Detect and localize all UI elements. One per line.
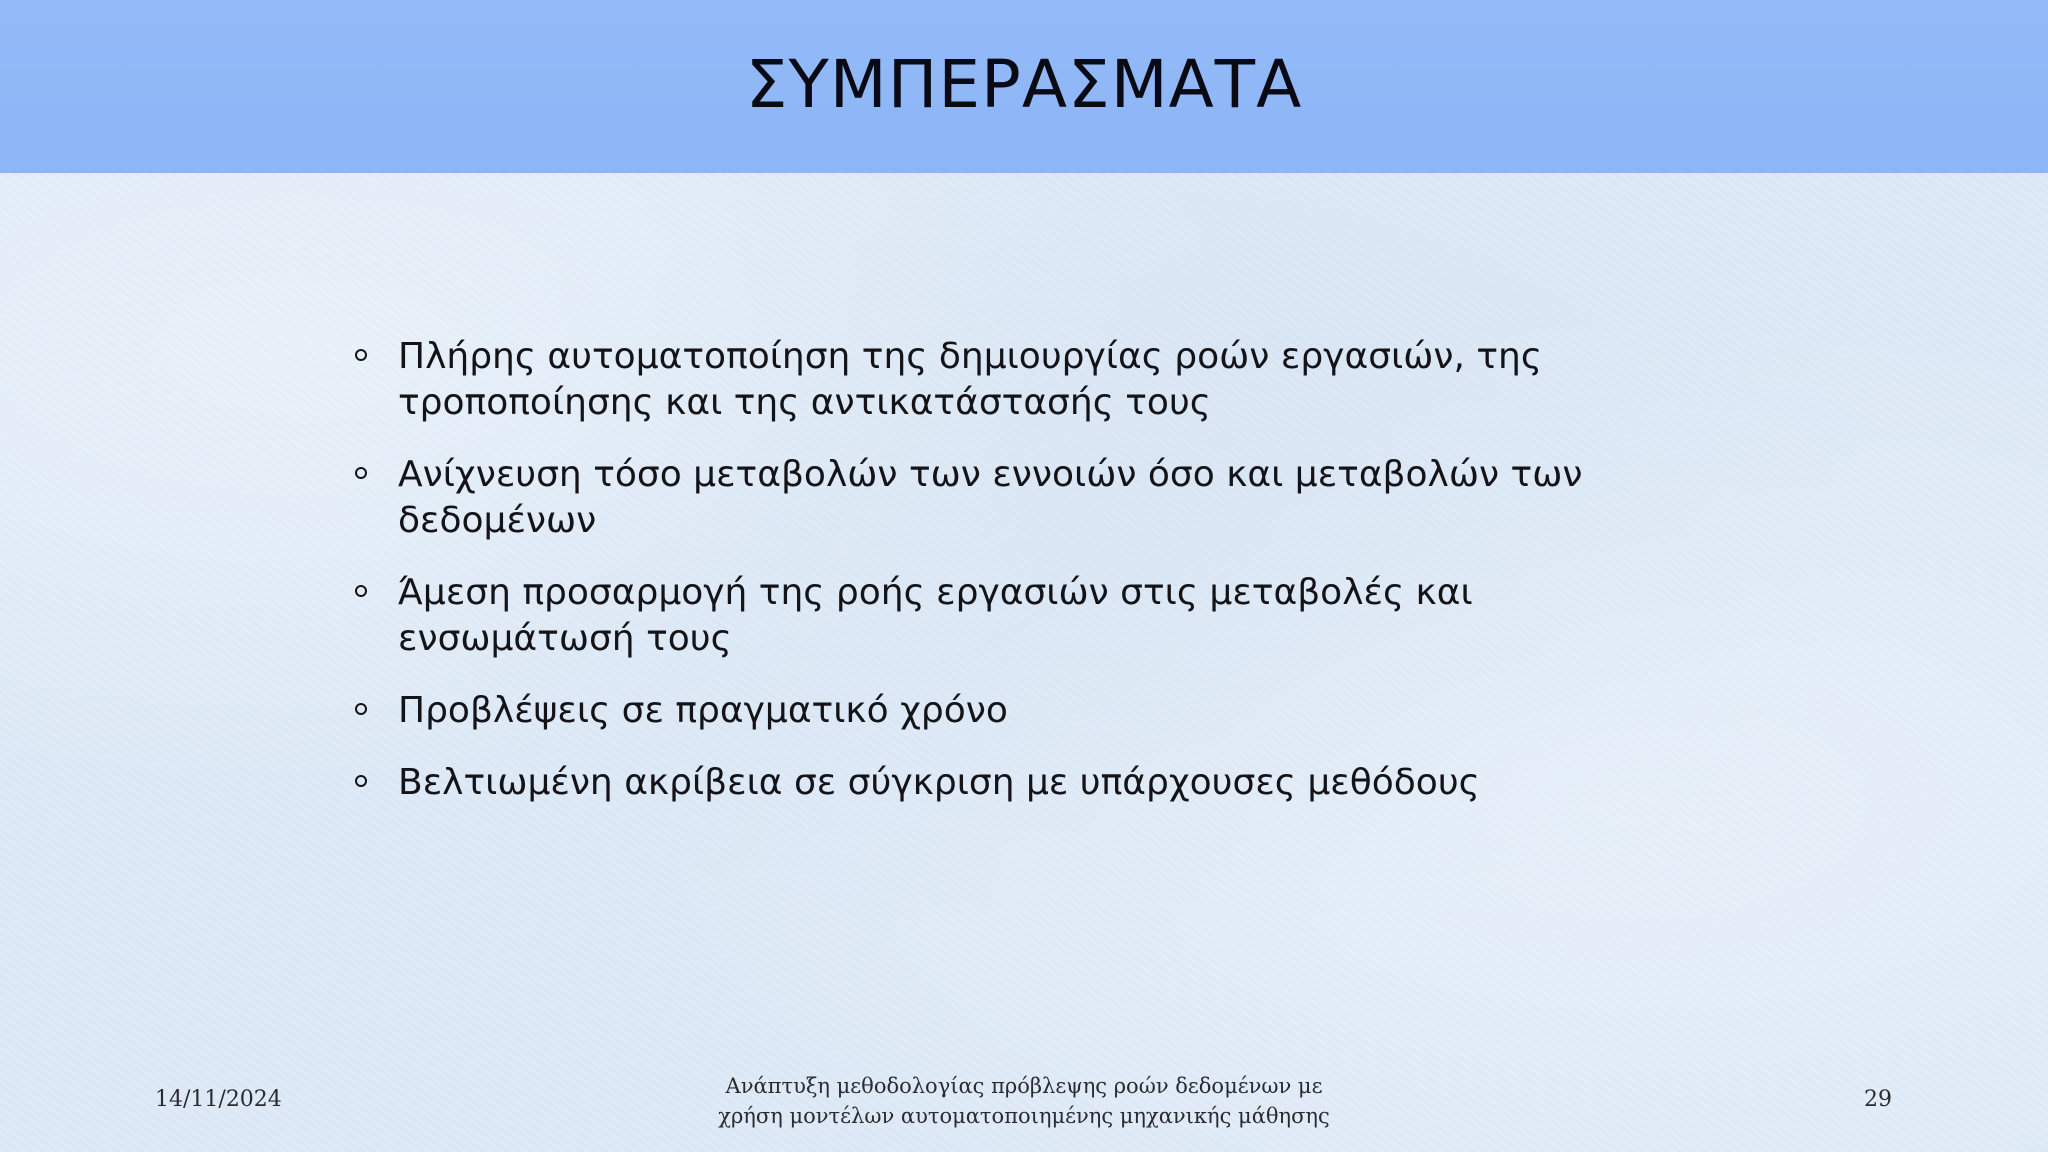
bullet-text: Βελτιωμένη ακρίβεια σε σύγκριση με υπάρχουσες μεθόδους: [398, 762, 1480, 803]
hollow-circle-bullet-icon: [355, 467, 367, 479]
bullet-item: [352, 334, 1692, 426]
hollow-circle-bullet-icon: [355, 775, 367, 787]
footer-subtitle-line: χρήση μοντέλων αυτοματοποιημένης μηχανικής μάθησης: [718, 1104, 1330, 1128]
footer-subtitle-line: Ανάπτυξη μεθοδολογίας πρόβλεψης ροών δεδομένων με: [725, 1074, 1323, 1098]
slide-title: ΣΥΜΠΕΡΑΣΜΑΤΑ: [745, 46, 1303, 123]
footer-subtitle: [624, 1071, 1424, 1131]
bullet-list: [352, 334, 1692, 806]
hollow-circle-bullet-icon: [355, 585, 367, 597]
footer-date: 14/11/2024: [155, 1087, 282, 1112]
title-bar: [0, 0, 2048, 173]
bullet-item: [352, 570, 1692, 662]
bullet-item: [352, 452, 1692, 544]
bullet-text: Άμεση προσαρμογή της ροής εργασιών στις μεταβολές και ενσωμάτωσή τους: [398, 572, 1473, 659]
bullet-item: [352, 688, 1692, 734]
bullet-text: Πλήρης αυτοματοποίηση της δημιουργίας ροών εργασιών, της τροποποίησης και της αντικατάστασής τους: [398, 336, 1542, 423]
bullet-text: Προβλέψεις σε πραγματικό χρόνο: [398, 690, 1008, 731]
hollow-circle-bullet-icon: [355, 349, 367, 361]
bullet-text: Ανίχνευση τόσο μεταβολών των εννοιών όσο και μεταβολών των δεδομένων: [398, 454, 1583, 541]
hollow-circle-bullet-icon: [355, 703, 367, 715]
bullet-item: [352, 760, 1692, 806]
page-number: 29: [1864, 1087, 1892, 1112]
slide-content: [352, 334, 1692, 832]
